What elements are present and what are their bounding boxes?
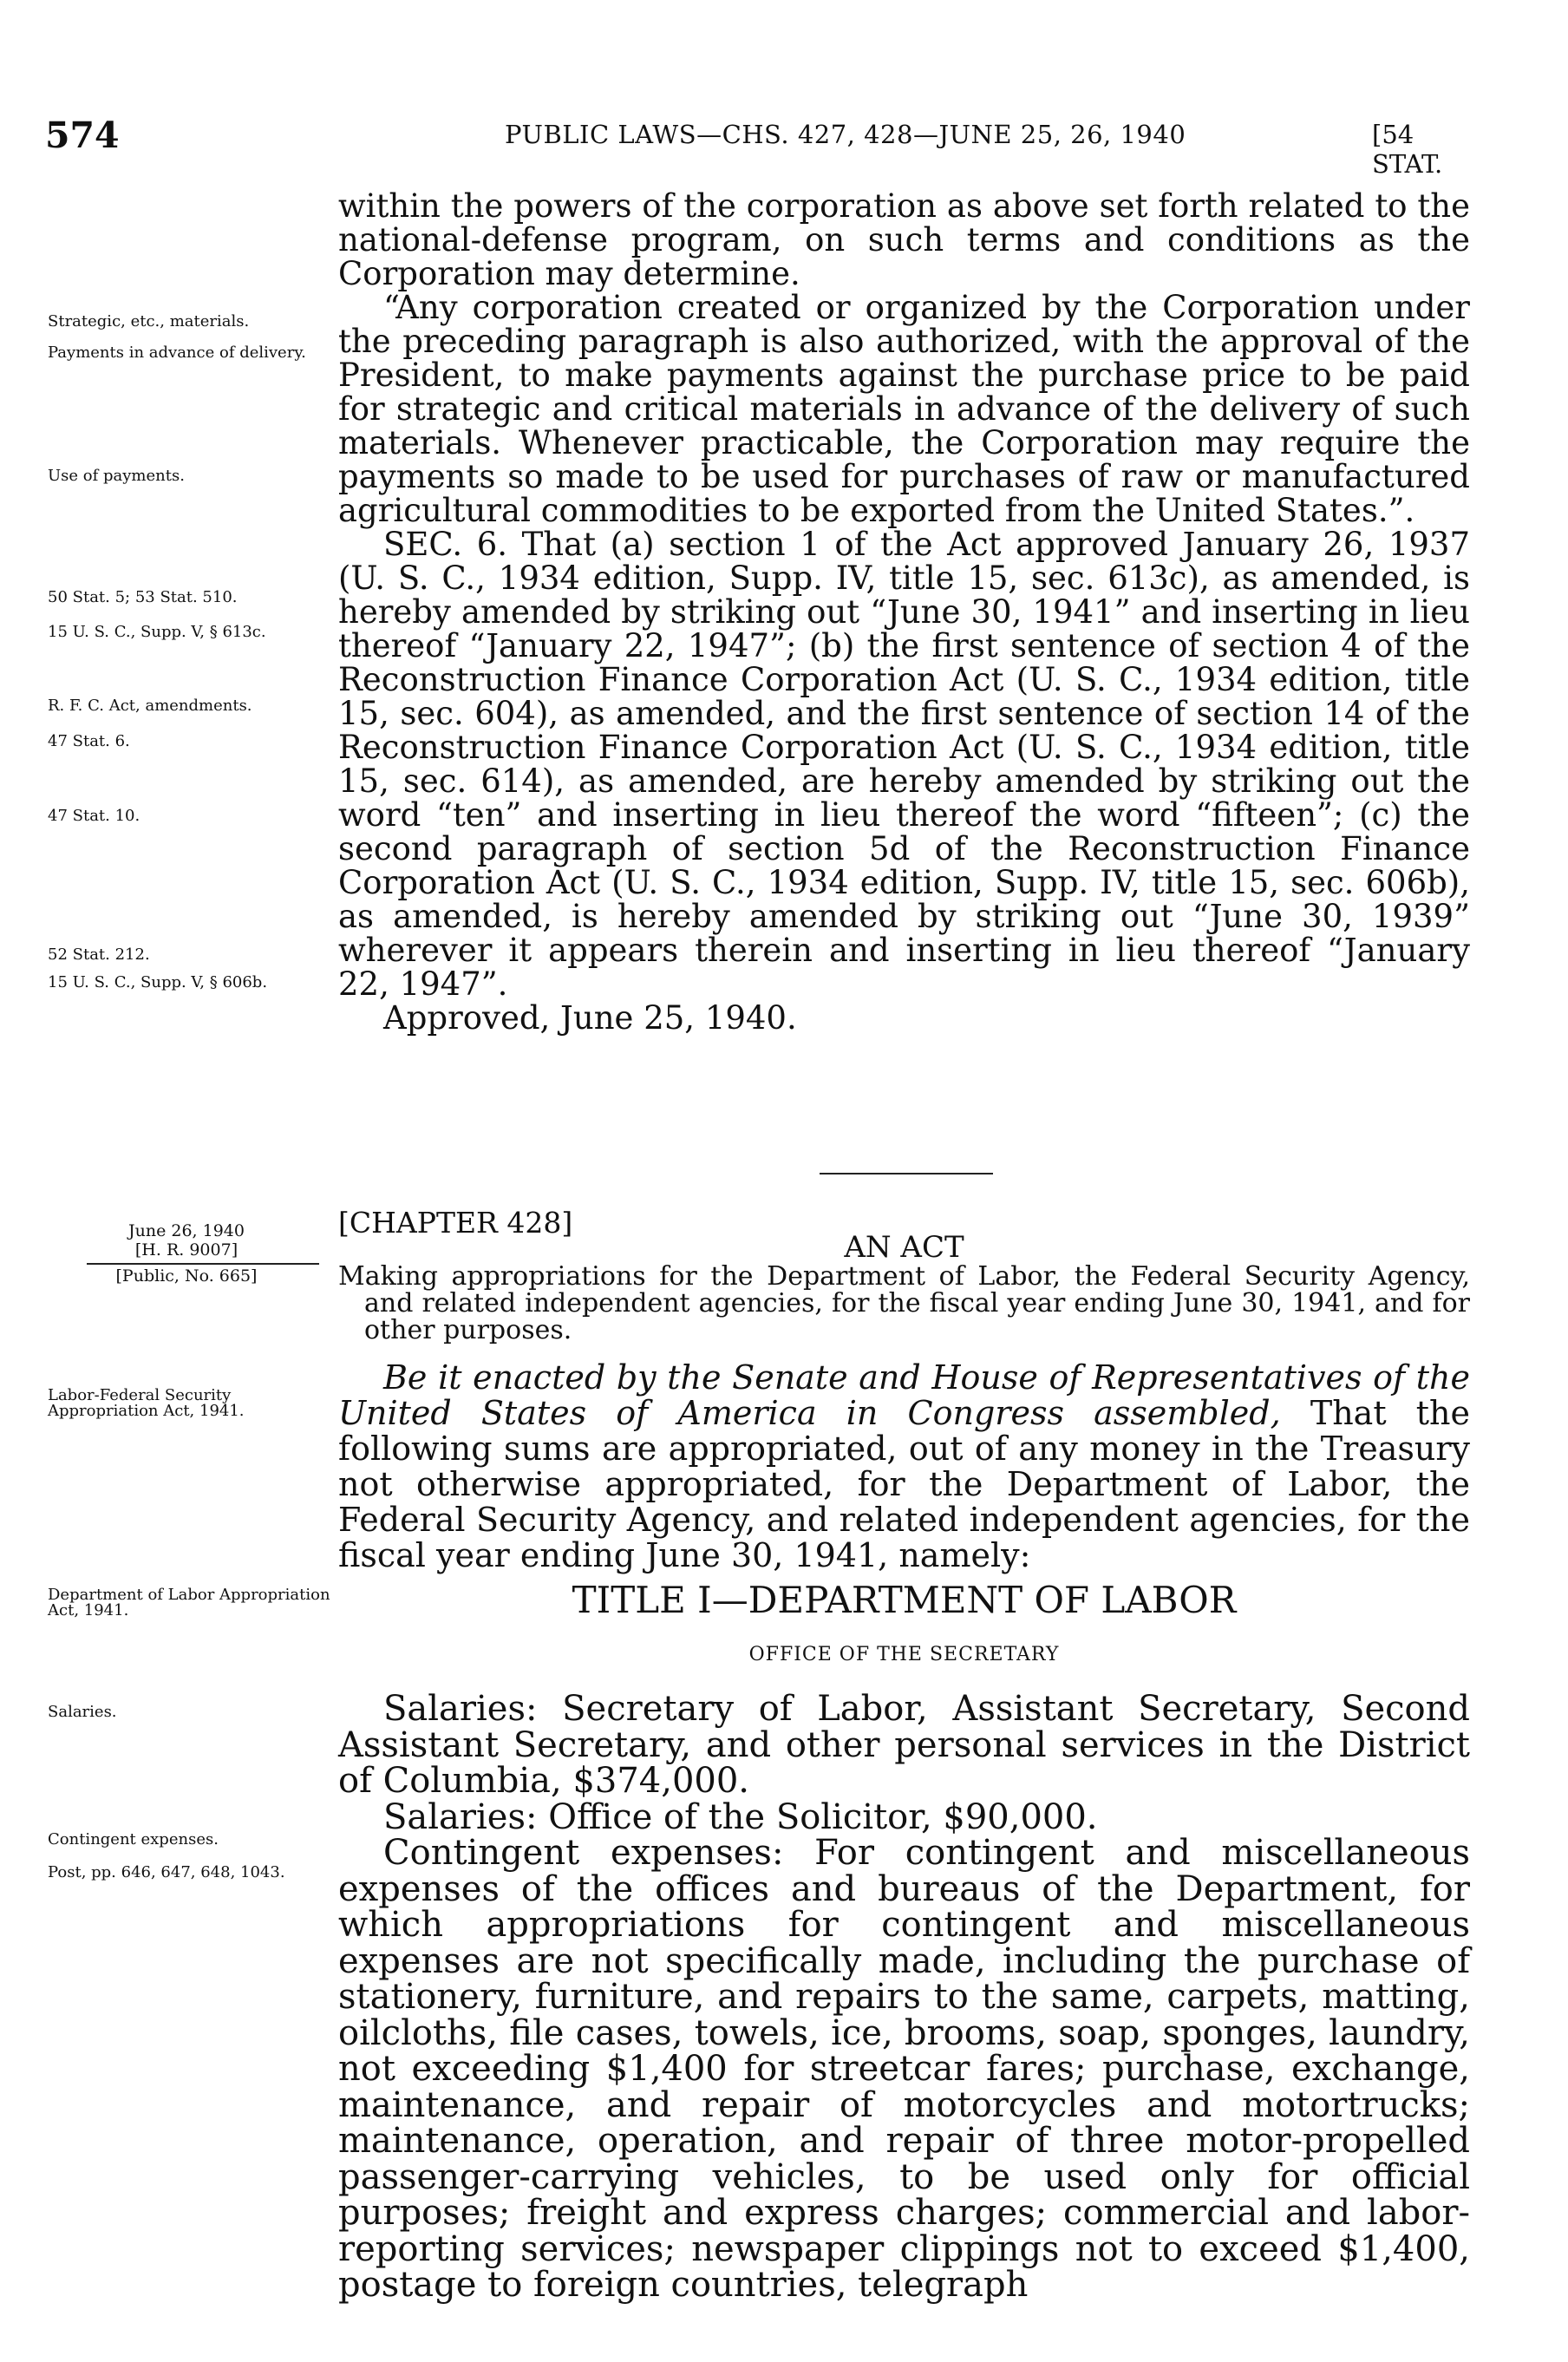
margin-note: Contingent expenses. xyxy=(48,1830,219,1848)
margin-note: 47 Stat. 10. xyxy=(48,807,140,825)
bill-date: June 26, 1940 xyxy=(128,1221,245,1240)
running-title: PUBLIC LAWS—CHS. 427, 428—JUNE 25, 26, 1940 xyxy=(505,120,1186,149)
section-6: SEC. 6. That (a) section 1 of the Act approved January 26, 1937 (U. S. C., 1934 edition, Supp. IV, title 15, sec. 613c), as amended, is hereby amended by striking out “June 30, 1941” and inserting in lieu thereof “January 22, 1947”; (b) the first sentence of section 4 of the Reconstruction Finance Corporation Act (U. S. C., 1934 edition, title 15, sec. 604), as amended, and the first sentence of section 14 of the Reconstruction Finance Corporation Act (U. S. C., 1934 edition, title 15, sec. 614), as amended, are hereby amended by striking out the word “ten” and inserting in lieu thereof the word “fifteen”; (c) the second paragraph of section 5d of the Reconstruction Finance Corporation Act (U. S. C., 1934 edition, Supp. IV, title 15, sec. 606b), as amended, is hereby amended by striking out “June 30, 1939” wherever it appears therein and inserting in lieu thereof “January 22, 1947”. xyxy=(338,526,1470,1003)
chapter-heading: [CHAPTER 428] xyxy=(338,1206,573,1240)
margin-note: Use of payments. xyxy=(48,467,185,485)
enacting-text: That the following sums are appropriated, out of any money in the Treasury not otherwise appropriated, for the Department of Labor, the Federal Security Agency, and related independent agencies, for the fiscal year ending June 30, 1941, namely: xyxy=(338,1394,1470,1574)
enacting-formula: Be it enacted by the Senate and House of Representatives of the United States of America in Congress assembled, xyxy=(338,1358,1470,1432)
margin-note: R. F. C. Act, amendments. xyxy=(48,697,252,715)
enacting-clause xyxy=(338,1360,1470,1574)
margin-note: 15 U. S. C., Supp. V, § 613c. xyxy=(48,623,266,641)
appropriations-body xyxy=(338,1691,1470,2304)
page-number: 574 xyxy=(45,115,120,156)
body-section-1 xyxy=(338,189,1470,1035)
margin-note: 47 Stat. 6. xyxy=(48,732,130,750)
margin-note: Salaries. xyxy=(48,1703,117,1721)
section-divider xyxy=(820,1173,993,1174)
act-title: AN ACT xyxy=(844,1230,964,1265)
solicitor-salaries-paragraph: Salaries: Office of the Solicitor, $90,000. xyxy=(383,1796,1098,1837)
paragraph: within the powers of the corporation as above set forth related to the national-defense program, on such terms and conditions as the Corporation may determine. xyxy=(338,187,1470,292)
page-header xyxy=(45,115,1467,179)
margin-note: 50 Stat. 5; 53 Stat. 510. xyxy=(48,588,238,606)
margin-note: 15 U. S. C., Supp. V, § 606b. xyxy=(48,973,268,991)
public-law-number: [Public, No. 665] xyxy=(115,1266,258,1286)
margin-note: Strategic, etc., materials. xyxy=(48,312,250,330)
margin-note: Department of Labor Appropriation Act, 1941. xyxy=(48,1586,330,1619)
margin-note: 52 Stat. 212. xyxy=(48,945,150,964)
approval-date: Approved, June 25, 1940. xyxy=(383,999,797,1037)
bill-number: [H. R. 9007] xyxy=(134,1240,238,1260)
statute-reference: [54 STAT. xyxy=(1372,120,1443,179)
margin-rule xyxy=(87,1263,319,1265)
salaries-paragraph: Salaries: Secretary of Labor, Assistant Secretary, Second Assistant Secretary, and other personal services in the District of Columbia, $374,000. xyxy=(338,1689,1470,1801)
paragraph: “Any corporation created or organized by the Corporation under the preceding paragraph is also authorized, with the approval of the President, to make payments against the purchase price to be paid for strategic and critical materials in advance of the delivery of such materials. Whenever practicable, the Corporation may require the payments so made to be used for purchases of raw or manufactured agricultural commodities to be exported from the United States.”. xyxy=(338,289,1470,529)
margin-note: Post, pp. 646, 647, 648, 1043. xyxy=(48,1863,285,1881)
margin-note: Payments in advance of delivery. xyxy=(48,344,306,362)
office-heading: OFFICE OF THE SECRETARY xyxy=(748,1644,1060,1665)
title-heading: TITLE I—DEPARTMENT OF LABOR xyxy=(572,1579,1237,1621)
margin-note: Labor-Federal Security Appropriation Act, 1941. xyxy=(48,1386,245,1420)
contingent-expenses-paragraph: Contingent expenses: For contingent and miscellaneous expenses of the offices and bureaus of the Department, for which appropriations for contingent and miscellaneous expenses are not specifically made, including the purchase of stationery, furniture, and repairs to the same, carpets, matting, oilcloths, file cases, towels, ice, brooms, soap, sponges, laundry, not exceeding $1,400 for streetcar fares; purchase, exchange, maintenance, and repair of motorcycles and motortrucks; maintenance, operation, and repair of three motor-propelled passenger-carrying vehicles, to be used only for official purposes; freight and express charges; commercial and labor-reporting services; newspaper clippings not to exceed $1,400, postage to foreign countries, telegraph xyxy=(338,1833,1470,2305)
act-description: Making appropriations for the Department of Labor, the Federal Security Agency, and related independent agencies, for the fiscal year ending June 30, 1941, and for other purposes. xyxy=(338,1261,1470,1345)
